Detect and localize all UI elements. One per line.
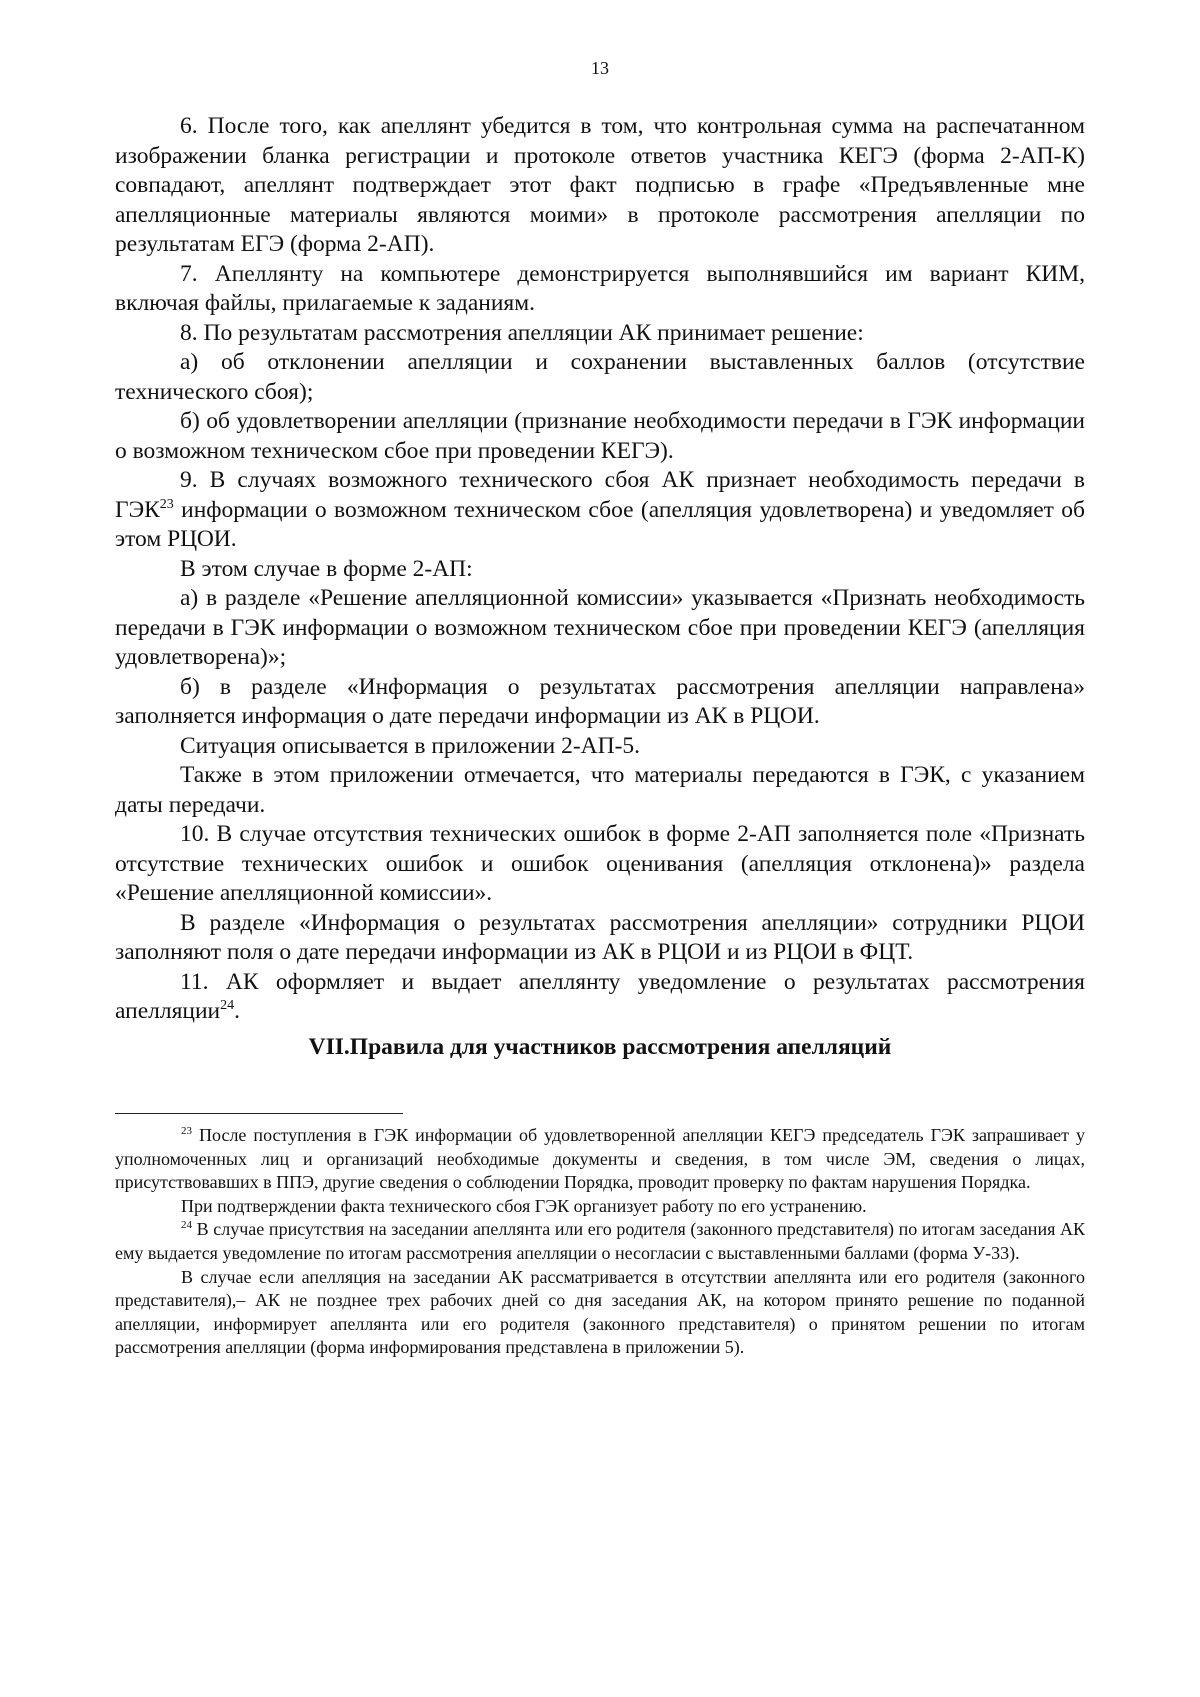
footnote-24-text: В случае присутствия на заседании апеллянта или его родителя (законного представителя) по итогам заседания АК ему выдается уведомление по итогам рассмотрения апелляции о несогласии с выставленными баллами (форма У-33). [115, 1219, 1085, 1263]
paragraph-10: 10. В случае отсутствия технических ошибок в форме 2-АП заполняется поле «Признать отсутствие технических ошибок и ошибок оценивания (апелляция отклонена)» раздела «Решение апелляционной комиссии». [115, 821, 1085, 906]
paragraph-7: 7. Апеллянту на компьютере демонстрируется выполнявшийся им вариант КИМ, включая файлы, прилагаемые к заданиям. [115, 260, 1085, 316]
paragraph-9-form: В этом случае в форме 2-АП: [180, 555, 473, 582]
footnote-23 [115, 1124, 1085, 1195]
paragraph-9-end: информации о возможном техническом сбое (апелляция удовлетворена) и уведомляет об этом РЦОИ. [115, 496, 1085, 552]
paragraph-8b: б) об удовлетворении апелляции (признание необходимости передачи в ГЭК информации о возможном техническом сбое при проведении КЕГЭ). [115, 408, 1085, 464]
footnote-ref-24: 24 [220, 998, 235, 1013]
footnote-23-number: 23 [181, 1125, 192, 1137]
paragraph-9 [115, 466, 1085, 555]
footnotes [115, 1124, 1085, 1360]
paragraph-11 [115, 968, 1085, 1027]
paragraph-9b: б) в разделе «Информация о результатах рассмотрения апелляции направлена» заполняется информация о дате передачи информации из АК в РЦОИ. [115, 673, 1085, 729]
footnote-23-text: После поступления в ГЭК информации об удовлетворенной апелляции КЕГЭ председатель ГЭК запрашивает у уполномоченных лиц и организаций необходимые документы и сведения, в том числе ЭМ, сведения о лицах, присутствовавших в ППЭ, другие сведения о соблюдении Порядка, проводит проверку по фактам нарушения Порядка. [115, 1125, 1085, 1193]
paragraph-8a: а) об отклонении апелляции и сохранении выставленных баллов (отсутствие технического сбоя); [115, 349, 1085, 405]
paragraph-9a: а) в разделе «Решение апелляционной комиссии» указывается «Признать необходимость передачи в ГЭК информации о возможном техническом сбое при проведении КЕГЭ (апелляция удовлетворена)»; [115, 585, 1085, 670]
paragraph-11-end: . [234, 998, 240, 1024]
page-number: 13 [591, 58, 609, 78]
paragraph-8: 8. По результатам рассмотрения апелляции АК принимает решение: [180, 319, 864, 346]
footnote-separator [115, 1113, 403, 1114]
footnote-23-continued: При подтверждении факта технического сбоя ГЭК организует работу по его устранению. [181, 1195, 867, 1216]
footnote-24-continued: В случае если апелляция на заседании АК рассматривается в отсутствии апеллянта или его родителя (законного представителя),– АК не позднее трех рабочих дней со дня заседания АК, на котором принято решение по поданной апелляции, информирует апеллянта или его родителя (законного представителя) о принятом решении по итогам рассмотрения апелляции (форма информирования представлена в приложении 5). [115, 1266, 1085, 1358]
footnote-24-number: 24 [181, 1219, 192, 1232]
main-text [115, 112, 1085, 1027]
paragraph-situation: Ситуация описывается в приложении 2-АП-5. [180, 732, 641, 759]
section-heading: VII.Правила для участников рассмотрения апелляций [308, 1034, 892, 1060]
footnote-ref-23: 23 [159, 496, 174, 512]
paragraph-9-start: 9. В случаях возможного технического сбоя АК признает необходимость передачи в ГЭК [115, 467, 1085, 523]
paragraph-6: 6. После того, как апеллянт убедится в том, что контрольная сумма на распечатанном изображении бланка регистрации и протоколе ответов участника КЕГЭ (форма 2-АП-К) совпадают, апеллянт подтверждает этот факт подписью в графе «Предъявленные мне апелляционные материалы являются моими» в протоколе рассмотрения апелляции по результатам ЕГЭ (форма 2-АП). [115, 113, 1085, 257]
paragraph-10-rcoi: В разделе «Информация о результатах рассмотрения апелляции» сотрудники РЦОИ заполняют поля о дате передачи информации из АК в РЦОИ и из РЦОИ в ФЦТ. [115, 909, 1085, 965]
footnote-24 [115, 1218, 1085, 1265]
paragraph-also: Также в этом приложении отмечается, что материалы передаются в ГЭК, с указанием даты передачи. [115, 762, 1085, 818]
paragraph-11-start: 11. АК оформляет и выдает апеллянту уведомление о результатах рассмотрения апелляции [115, 968, 1085, 1024]
